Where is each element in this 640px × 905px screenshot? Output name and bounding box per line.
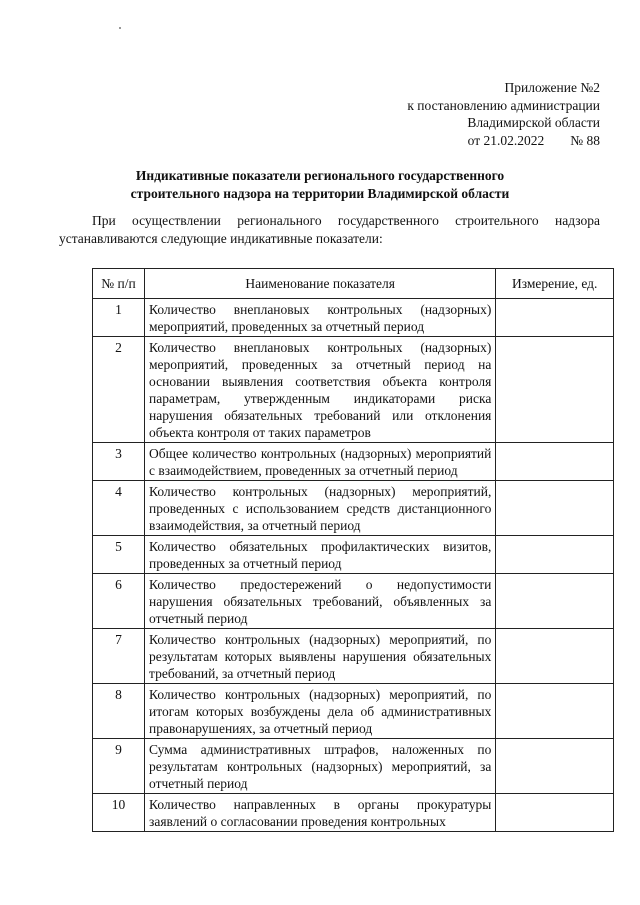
row-unit bbox=[496, 684, 614, 739]
table-row bbox=[93, 794, 614, 832]
title-line-2: строительного надзора на территории Владимирской области bbox=[130, 186, 510, 201]
row-name: Количество предостережений о недопустимости нарушения обязательных требований, объявленных за отчетный период bbox=[145, 574, 496, 629]
indicators-table bbox=[92, 268, 614, 832]
appendix-title: Приложение №2 bbox=[504, 80, 600, 95]
document-date: 21.02.2022 bbox=[483, 132, 545, 148]
table-row bbox=[93, 536, 614, 574]
intro-paragraph: При осуществлении регионального государственного строительного надзора устанавливаются следующие индикативные показатели: bbox=[59, 213, 600, 246]
row-name: Количество контрольных (надзорных) мероприятий, по результатам которых выявлены нарушения обязательных требований, за отчетный период bbox=[145, 629, 496, 684]
row-name: Количество направленных в органы прокуратуры заявлений о согласовании проведения контрольных bbox=[145, 794, 496, 832]
header-name: Наименование показателя bbox=[145, 269, 496, 299]
row-number: 5 bbox=[93, 536, 145, 574]
table-row bbox=[93, 574, 614, 629]
row-number: 9 bbox=[93, 739, 145, 794]
table-row bbox=[93, 443, 614, 481]
table-row bbox=[93, 337, 614, 443]
row-name: Количество контрольных (надзорных) мероприятий, по итогам которых возбуждены дела об административных правонарушениях, за отчетный период bbox=[145, 684, 496, 739]
row-unit bbox=[496, 536, 614, 574]
row-name: Количество контрольных (надзорных) мероприятий, проведенных с использованием средств дистанционного взаимодействия, за отчетный период bbox=[145, 481, 496, 536]
row-unit bbox=[496, 794, 614, 832]
row-number: 8 bbox=[93, 684, 145, 739]
appendix-resolution: к постановлению администрации bbox=[407, 97, 600, 113]
table-row bbox=[93, 299, 614, 337]
header-unit: Измерение, ед. bbox=[496, 269, 614, 299]
row-unit bbox=[496, 299, 614, 337]
table-row bbox=[93, 684, 614, 739]
row-name: Общее количество контрольных (надзорных) мероприятий с взаимодействием, проведенных за отчетный период bbox=[145, 443, 496, 481]
row-name: Количество внеплановых контрольных (надзорных) мероприятий, проведенных за отчетный период bbox=[145, 299, 496, 337]
number-prefix: № bbox=[570, 132, 584, 148]
row-number: 6 bbox=[93, 574, 145, 629]
row-name: Количество обязательных профилактических визитов, проведенных за отчетный период bbox=[145, 536, 496, 574]
row-unit bbox=[496, 574, 614, 629]
row-unit bbox=[496, 481, 614, 536]
row-number: 3 bbox=[93, 443, 145, 481]
scan-artifact bbox=[119, 27, 121, 29]
row-number: 1 bbox=[93, 299, 145, 337]
row-number: 4 bbox=[93, 481, 145, 536]
row-number: 7 bbox=[93, 629, 145, 684]
table-row bbox=[93, 481, 614, 536]
row-number: 2 bbox=[93, 337, 145, 443]
document-number: 88 bbox=[586, 132, 600, 148]
row-name: Количество внеплановых контрольных (надзорных) мероприятий, проведенных за отчетный период на основании выявления соответствия объекта контроля параметрам, утвержденным индикаторами риска нарушения обязательных требований или отклонения объекта контроля от таких параметров bbox=[145, 337, 496, 443]
table-header-row bbox=[93, 269, 614, 299]
row-unit bbox=[496, 443, 614, 481]
appendix-block bbox=[407, 79, 600, 149]
document-title bbox=[40, 167, 600, 203]
appendix-date-line bbox=[407, 132, 600, 150]
title-line-1: Индикативные показатели регионального государственного bbox=[135, 168, 505, 183]
table-row bbox=[93, 629, 614, 684]
header-number: № п/п bbox=[93, 269, 145, 299]
row-unit bbox=[496, 739, 614, 794]
table-row bbox=[93, 739, 614, 794]
row-number: 10 bbox=[93, 794, 145, 832]
row-unit bbox=[496, 337, 614, 443]
appendix-region: Владимирской области bbox=[467, 115, 600, 130]
table-body bbox=[93, 299, 614, 832]
row-name: Сумма административных штрафов, наложенных по результатам контрольных (надзорных) мероприятий, за отчетный период bbox=[145, 739, 496, 794]
date-prefix: от bbox=[467, 132, 481, 148]
row-unit bbox=[496, 629, 614, 684]
